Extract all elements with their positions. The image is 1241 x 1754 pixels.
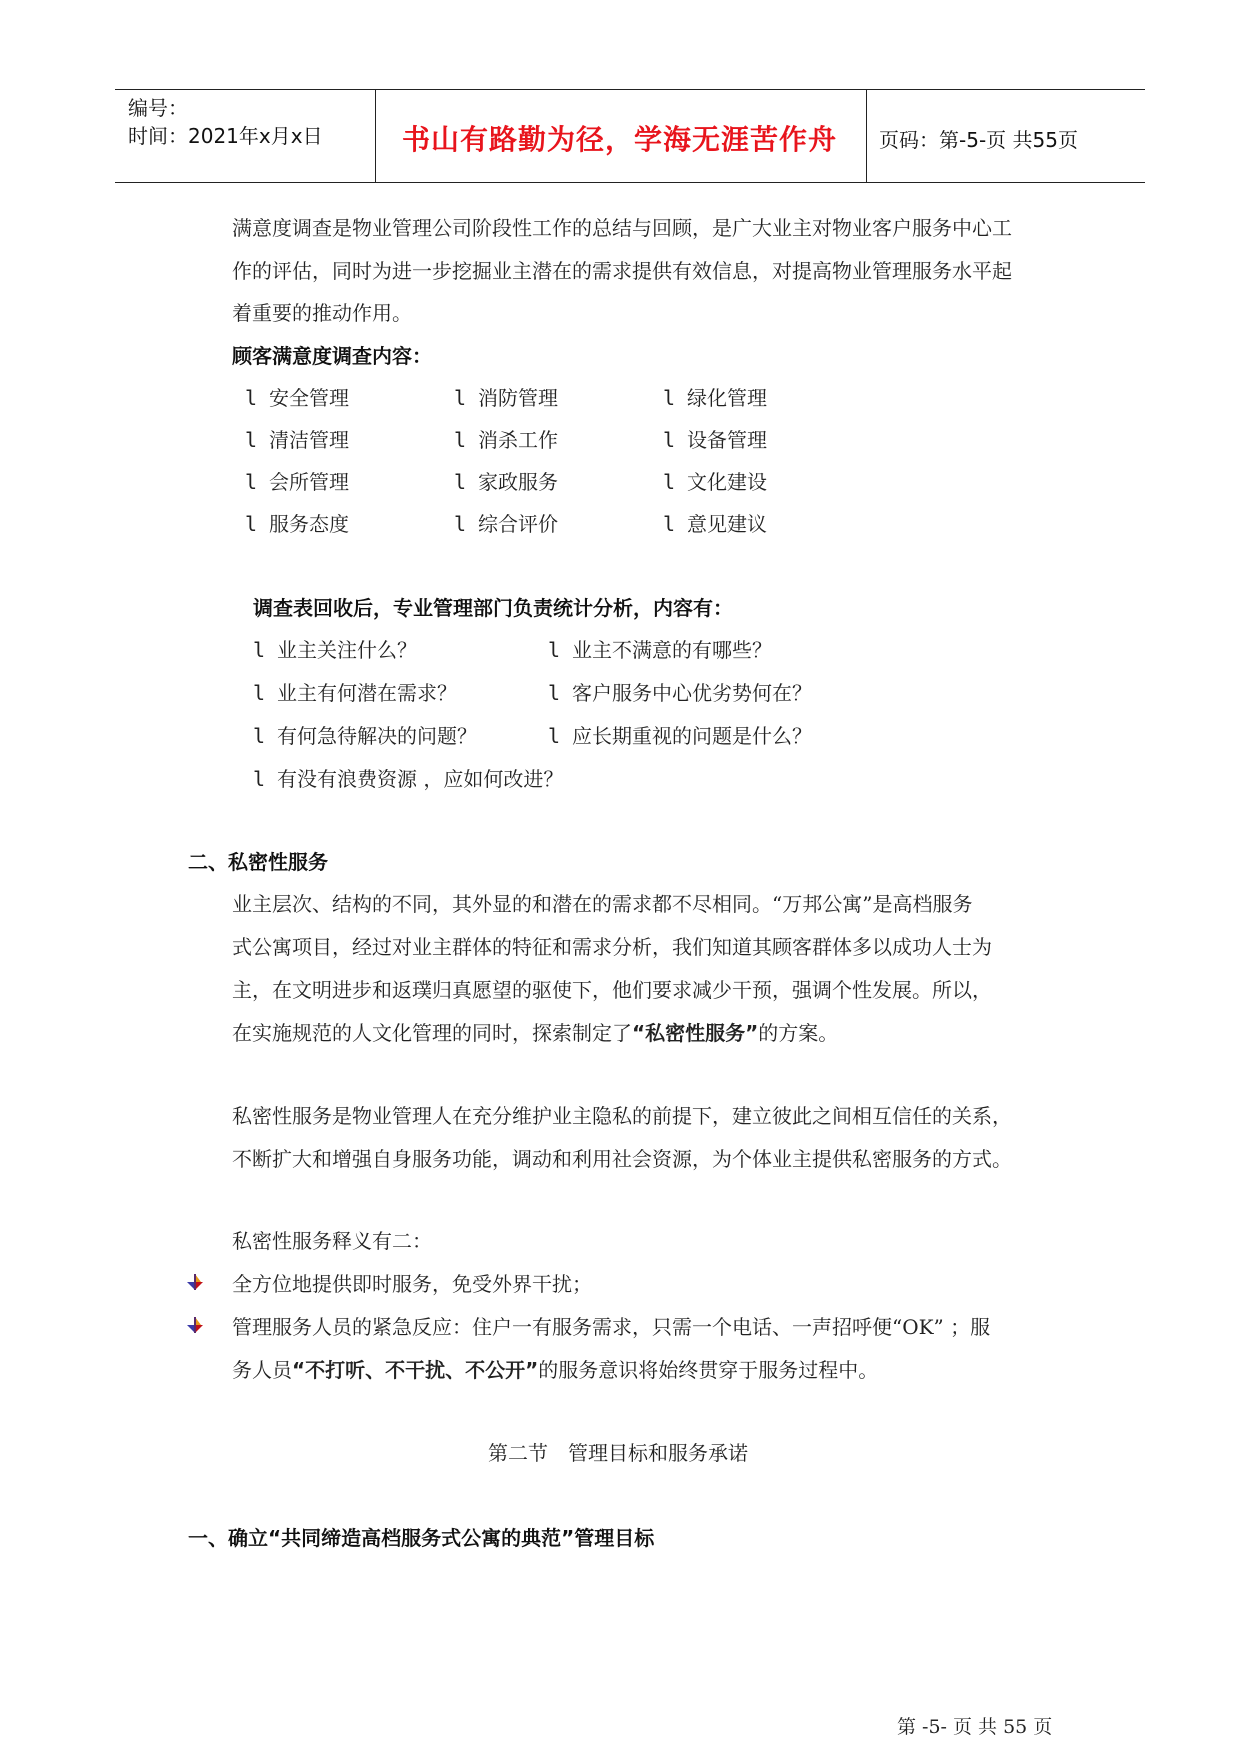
footer-page-number: 第 -5- 页 共 55 页	[897, 1716, 1053, 1738]
survey-item	[454, 466, 558, 495]
arrow-bullet-icon	[186, 1273, 204, 1291]
privacy-heading: 二、私密性服务	[188, 850, 328, 874]
bullet-marker: l	[663, 512, 676, 536]
privacy-bullet-2-line-2	[232, 1354, 878, 1383]
section-heading: 一、确立“共同缔造高档服务式公寓的典范”管理目标	[188, 1526, 655, 1550]
bullet-marker: l	[548, 638, 561, 662]
bullet-marker: l	[245, 470, 258, 494]
analysis-item-label: 业主有何潜在需求？	[277, 681, 458, 705]
bullet-marker: l	[253, 724, 266, 748]
survey-item	[663, 382, 767, 411]
privacy-service-term: “私密性服务”	[632, 1021, 759, 1045]
analysis-item	[253, 634, 417, 663]
privacy-bullet-1: 全方位地提供即时服务，免受外界干扰；	[232, 1272, 592, 1296]
privacy-p2-line-2: 不断扩大和增强自身服务功能，调动和利用社会资源，为个体业主提供私密服务的方式。	[232, 1147, 1012, 1171]
header-motto: 书山有路勤为径，学海无涯苦作舟	[402, 123, 838, 156]
header-page-label: 页码：第-5-页 共55页	[879, 128, 1078, 152]
intro-line-1: 满意度调查是物业管理公司阶段性工作的总结与回顾，是广大业主对物业客户服务中心工	[232, 216, 1012, 240]
survey-item-label: 综合评价	[478, 512, 559, 536]
header-divider-left	[375, 90, 376, 183]
analysis-item	[253, 763, 563, 792]
survey-item-label: 意见建议	[687, 512, 768, 536]
bullet-marker: l	[663, 386, 676, 410]
privacy-p3: 私密性服务释义有二：	[232, 1229, 432, 1253]
survey-item	[663, 466, 767, 495]
privacy-b2-a: 务人员	[232, 1358, 292, 1382]
survey-item-label: 消防管理	[478, 386, 559, 410]
intro-line-2: 作的评估，同时为进一步挖掘业主潜在的需求提供有效信息，对提高物业管理服务水平起	[232, 259, 1012, 283]
analysis-item-label: 有没有浪费资源 ，应如何改进？	[277, 767, 564, 791]
analysis-item	[548, 634, 772, 663]
analysis-item	[253, 677, 457, 706]
survey-item-label: 清洁管理	[269, 428, 350, 452]
survey-item-label: 服务态度	[269, 512, 350, 536]
privacy-p1-line-4	[232, 1017, 838, 1046]
bullet-marker: l	[454, 512, 467, 536]
header-time-label: 时间：2021年x月x日	[128, 124, 323, 148]
analysis-item-label: 有何急待解决的问题？	[277, 724, 478, 748]
analysis-item	[548, 720, 812, 749]
privacy-bullet-2-line-1: 管理服务人员的紧急反应：住户一有服务需求，只需一个电话、一声招呼便“OK” ；服	[232, 1315, 991, 1339]
bullet-marker: l	[548, 724, 561, 748]
survey-item	[245, 466, 349, 495]
privacy-p1-line-2: 式公寓项目，经过对业主群体的特征和需求分析，我们知道其顾客群体多以成功人士为	[232, 935, 992, 959]
bullet-marker: l	[253, 681, 266, 705]
analysis-heading: 调查表回收后，专业管理部门负责统计分析，内容有：	[253, 596, 733, 620]
bullet-marker: l	[548, 681, 561, 705]
header-bottom-rule	[115, 182, 1145, 183]
survey-item-label: 家政服务	[478, 470, 559, 494]
bullet-marker: l	[245, 512, 258, 536]
header-top-rule	[115, 89, 1145, 90]
section-title: 第二节 管理目标和服务承诺	[488, 1441, 748, 1465]
bullet-marker: l	[454, 470, 467, 494]
survey-item	[663, 508, 767, 537]
survey-item-label: 绿化管理	[687, 386, 768, 410]
bullet-marker: l	[454, 428, 467, 452]
bullet-marker: l	[663, 428, 676, 452]
analysis-item-label: 客户服务中心优劣势何在？	[572, 681, 813, 705]
survey-item	[454, 424, 558, 453]
privacy-principles: “不打听、不干扰、不公开”	[292, 1358, 539, 1382]
analysis-item-label: 应长期重视的问题是什么？	[572, 724, 813, 748]
privacy-b2-c: 的服务意识将始终贯穿于服务过程中。	[538, 1358, 879, 1382]
bullet-marker: l	[253, 767, 266, 791]
survey-item	[454, 382, 558, 411]
bullet-marker: l	[253, 638, 266, 662]
intro-line-3: 着重要的推动作用。	[232, 301, 412, 325]
privacy-p2-line-1: 私密性服务是物业管理人在充分维护业主隐私的前提下，建立彼此之间相互信任的关系，	[232, 1104, 1012, 1128]
survey-item	[245, 424, 349, 453]
survey-heading: 顾客满意度调查内容：	[232, 344, 432, 368]
privacy-p1-line-4-c: 的方案。	[758, 1021, 839, 1045]
analysis-item-label: 业主不满意的有哪些？	[572, 638, 773, 662]
survey-item	[454, 508, 558, 537]
arrow-bullet-icon	[186, 1316, 204, 1334]
survey-item-label: 设备管理	[687, 428, 768, 452]
analysis-item-label: 业主关注什么？	[277, 638, 418, 662]
privacy-p1-line-4-a: 在实施规范的人文化管理的同时，探索制定了	[232, 1021, 632, 1045]
bullet-marker: l	[454, 386, 467, 410]
survey-item	[663, 424, 767, 453]
analysis-item	[253, 720, 477, 749]
survey-item	[245, 382, 349, 411]
analysis-item	[548, 677, 812, 706]
header-divider-right	[866, 90, 867, 183]
survey-item-label: 消杀工作	[478, 428, 559, 452]
survey-item-label: 文化建设	[687, 470, 768, 494]
privacy-p1-line-3: 主，在文明进步和返璞归真愿望的驱使下，他们要求减少干预，强调个性发展。所以，	[232, 978, 992, 1002]
survey-item	[245, 508, 349, 537]
survey-item-label: 安全管理	[269, 386, 350, 410]
header-number-label: 编号：	[128, 96, 188, 120]
bullet-marker: l	[245, 386, 258, 410]
privacy-p1-line-1: 业主层次、结构的不同，其外显的和潜在的需求都不尽相同。“万邦公寓”是高档服务	[232, 892, 973, 916]
bullet-marker: l	[663, 470, 676, 494]
survey-item-label: 会所管理	[269, 470, 350, 494]
bullet-marker: l	[245, 428, 258, 452]
